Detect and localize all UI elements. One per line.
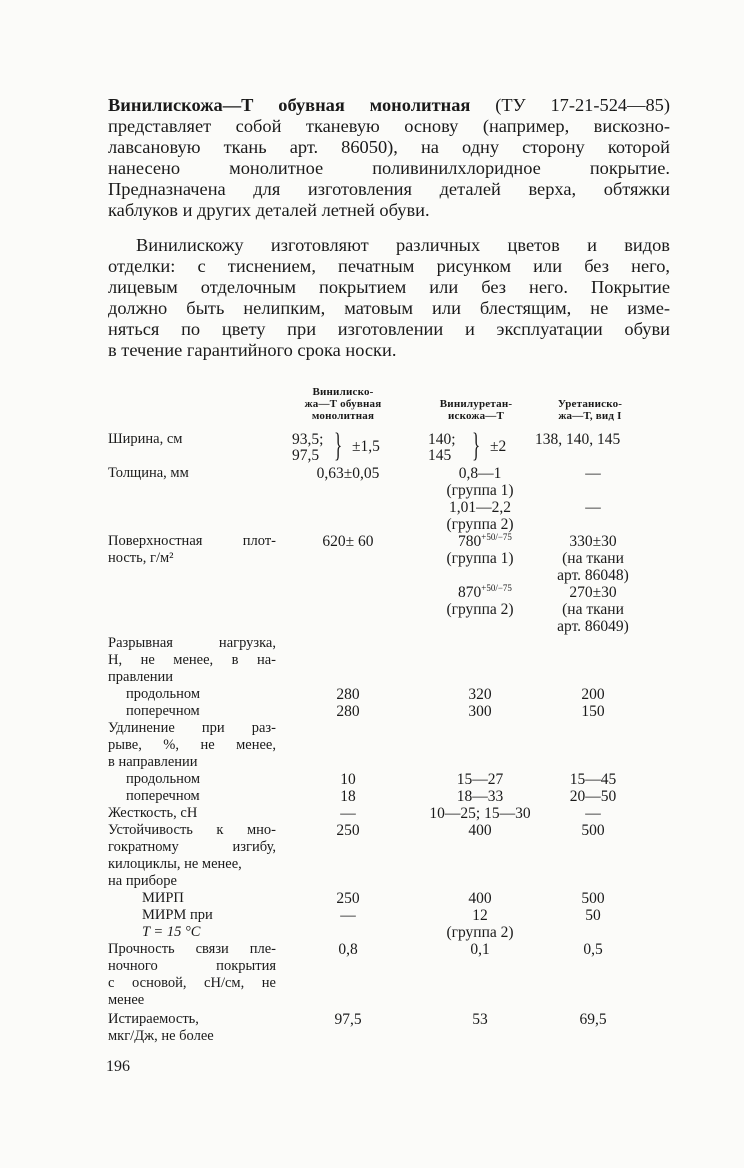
density-tolerance: +50/−75 xyxy=(481,582,512,593)
density-note: арт. 86048) xyxy=(557,567,629,584)
paragraph-line: Винилискожа—Т обувная монолитная (ТУ 17-21-524—85) xyxy=(108,95,670,115)
flex-value: — xyxy=(340,907,356,924)
elongation-value: 18—33 xyxy=(456,788,504,805)
width-value: 140; xyxy=(428,431,456,448)
row-label-tensile: Разрывная нагрузка, Н, не менее, в на- правлении xyxy=(108,635,276,685)
paragraph-line: Винилискожу изготовляют различных цветов и видов xyxy=(136,235,670,255)
tensile-value: 150 xyxy=(581,703,605,720)
density-note: (группа 2) xyxy=(446,601,514,618)
paragraph-line: представляет собой тканевую основу (например, вискозно- xyxy=(108,116,670,136)
elongation-value: 15—27 xyxy=(456,771,504,788)
density-value: 620± 60 xyxy=(322,533,374,550)
flex-value: 500 xyxy=(581,822,605,839)
density-note: арт. 86049) xyxy=(557,618,629,635)
paragraph-line: няться по цвету при изготовлении и эксплуатации обуви xyxy=(108,319,670,339)
paragraph-line: отделки: с тиснением, печатным рисунком или без него, xyxy=(108,256,670,276)
row-label-width: Ширина, см xyxy=(108,431,183,447)
thickness-note: (группа 1) xyxy=(446,482,514,499)
row-label-device-mirm: МИРМ при xyxy=(142,907,213,923)
density-note: (на ткани xyxy=(562,550,624,567)
abrasion-value: 97,5 xyxy=(334,1011,362,1028)
density-value: 330±30 xyxy=(569,533,617,550)
tensile-value: 300 xyxy=(468,703,492,720)
paragraph-line: нанесено монолитное поливинилхлоридное покрытие. xyxy=(108,158,670,178)
width-tolerance: ±1,5 xyxy=(352,438,380,455)
tensile-value: 280 xyxy=(336,703,360,720)
row-label-abrasion: Истираемость, мкг/Дж, не более xyxy=(108,1011,214,1044)
thickness-value: — xyxy=(585,465,601,482)
density-tolerance: +50/−75 xyxy=(481,531,512,542)
intro-paragraph xyxy=(108,95,670,221)
stiffness-value: — xyxy=(340,805,356,822)
row-label-device-mirp: МИРП xyxy=(142,890,184,906)
paragraph-line: Предназначена для изготовления деталей верха, обтяжки xyxy=(108,179,670,199)
row-label-stiffness: Жесткость, сН xyxy=(108,805,198,821)
row-label-adhesion: Прочность связи пле- ночного покрытия с основой, сН/см, не менее xyxy=(108,941,276,1008)
row-label-density: Поверхностная плот- ность, г/м² xyxy=(108,533,276,566)
flex-note: (группа 2) xyxy=(446,924,514,941)
width-tolerance: ±2 xyxy=(490,438,507,455)
paragraph-line: каблуков и других деталей летней обуви. xyxy=(108,200,430,220)
paragraph-line: лавсановую ткань арт. 86050), на одну сторону которой xyxy=(108,137,670,157)
stiffness-value: — xyxy=(585,805,601,822)
density-value: 270±30 xyxy=(569,584,617,601)
row-label-temperature: T = 15 °C xyxy=(142,924,201,940)
flex-value: 12 xyxy=(472,907,488,924)
density-note: (на ткани xyxy=(562,601,624,618)
elongation-value: 20—50 xyxy=(569,788,617,805)
stiffness-value: 10—25; 15—30 xyxy=(429,805,531,822)
row-label-transverse: поперечном xyxy=(126,788,200,804)
paragraph-line: в течение гарантийного срока носки. xyxy=(108,340,397,360)
density-value: $870^{+50/-75}$ xyxy=(458,582,512,601)
paragraph-line: лицевым отделочным покрытием или без него. Покрытие xyxy=(108,277,670,297)
flex-value: 250 xyxy=(336,822,360,839)
product-name: Винилискожа—Т обувная монолитная xyxy=(108,95,471,115)
row-label-longitudinal: продольном xyxy=(126,686,201,702)
description-paragraph xyxy=(108,235,670,361)
width-value: 97,5 xyxy=(292,447,320,464)
flex-value: 400 xyxy=(468,890,492,907)
row-label-thickness: Толщина, мм xyxy=(108,465,189,481)
row-label-flex: Устойчивость к мно- гократному изгибу, килоциклы, не менее, на приборе xyxy=(108,822,276,889)
density-note: (группа 1) xyxy=(446,550,514,567)
row-label-elongation: Удлинение при раз- рыве, %, не менее, в направлении xyxy=(108,720,276,770)
tensile-value: 200 xyxy=(581,686,605,703)
abrasion-value: 53 xyxy=(472,1011,488,1028)
column-header-vinyl-monolithic: Винилиско- жа—Т обувная монолитная xyxy=(304,386,382,422)
elongation-value: 18 xyxy=(340,788,356,805)
brace-icon: } xyxy=(472,427,481,464)
adhesion-value: 0,5 xyxy=(583,941,603,958)
adhesion-value: 0,1 xyxy=(470,941,490,958)
width-value: 93,5; xyxy=(292,431,324,448)
elongation-value: 15—45 xyxy=(569,771,617,788)
flex-value: 50 xyxy=(585,907,601,924)
abrasion-value: 69,5 xyxy=(579,1011,607,1028)
thickness-value: 1,01—2,2 xyxy=(449,499,511,516)
tensile-value: 280 xyxy=(336,686,360,703)
thickness-value: — xyxy=(585,499,601,516)
density-value: $780^{+50/-75}$ xyxy=(458,531,512,550)
brace-icon: } xyxy=(334,427,343,464)
thickness-value: 0,63±0,05 xyxy=(316,465,380,482)
flex-value: 400 xyxy=(468,822,492,839)
paragraph-line: должно быть нелипким, матовым или блестящим, не изме- xyxy=(108,298,670,318)
elongation-value: 10 xyxy=(340,771,356,788)
page-number: 196 xyxy=(106,1058,130,1075)
width-value: 145 xyxy=(428,447,452,464)
flex-value: 500 xyxy=(581,890,605,907)
thickness-note: (группа 2) xyxy=(446,516,514,533)
flex-value: 250 xyxy=(336,890,360,907)
row-label-transverse: поперечном xyxy=(126,703,200,719)
tensile-value: 320 xyxy=(468,686,492,703)
column-header-urethane: Уретаниско- жа—Т, вид I xyxy=(557,398,623,422)
adhesion-value: 0,8 xyxy=(338,941,358,958)
row-label-longitudinal: продольном xyxy=(126,771,201,787)
thickness-value: 0,8—1 xyxy=(458,465,502,482)
column-header-vinyl-urethane: Винилуретан- искожа—Т xyxy=(439,398,513,422)
width-value: 138, 140, 145 xyxy=(535,431,621,448)
